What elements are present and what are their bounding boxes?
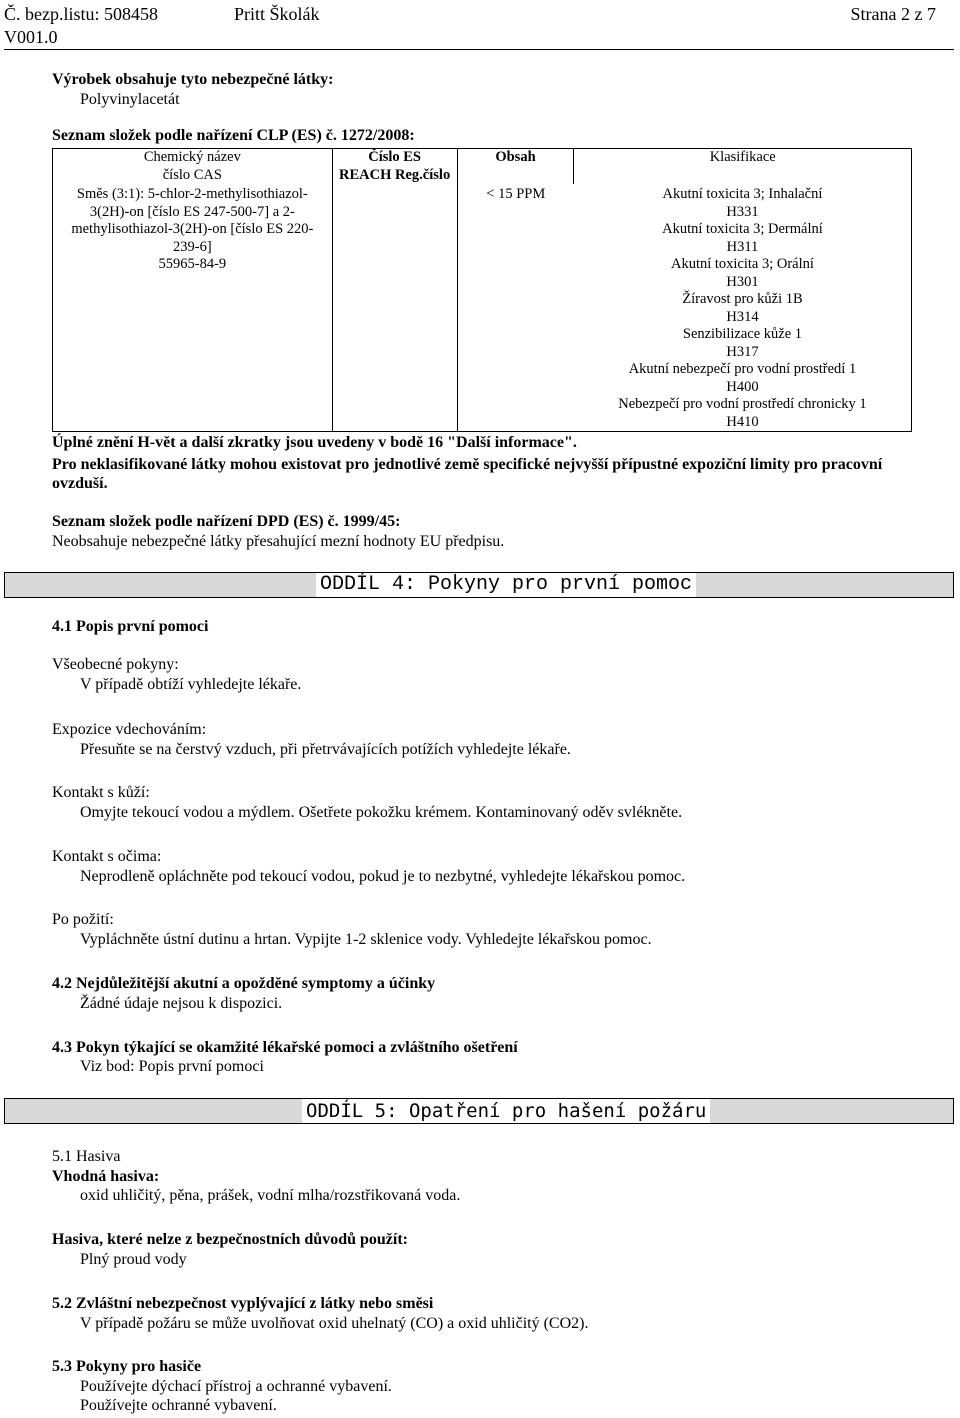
col-classification (574, 149, 912, 185)
classification-line: H301 (726, 273, 759, 290)
clp-heading: Seznam složek podle nařízení CLP (ES) č. 1272/2008: (52, 127, 415, 144)
substance-name-line: Směs (3:1): 5-chlor-2-methylisothiazol- (76, 186, 308, 202)
medical-attention-heading: 4.3 Pokyn týkající se okamžité lékařské pomoci a zvláštního ošetření (52, 1039, 518, 1056)
medical-attention-text: Viz bod: Popis první pomoci (80, 1058, 264, 1075)
header-chemical-name: Chemický název (143, 149, 241, 165)
classification-line: H410 (726, 413, 759, 430)
unsuitable-media-text: Plný proud vody (80, 1251, 187, 1268)
ingestion-text: Vypláchněte ústní dutinu a hrtan. Vypijte 1-2 sklenice vody. Vyhledejte lékařskou pomoc. (80, 931, 652, 948)
eye-contact-text: Neprodleně opláchněte pod tekoucí vodou, pokud je to nezbytné, vyhledejte lékařskou pomoc. (80, 868, 686, 885)
h-phrases-note: Úplné znění H-vět a další zkratky jsou uvedeny v bodě 16 "Další informace". (52, 434, 577, 451)
classification-line: Nebezpečí pro vodní prostředí chronicky 1 (618, 396, 867, 412)
col-ec-number (332, 149, 457, 185)
header-divider (4, 49, 954, 50)
table-header-row (53, 149, 912, 185)
general-advice-label: Všeobecné pokyny: (52, 656, 179, 673)
cell-classification (574, 184, 912, 432)
header-content: Obsah (495, 149, 536, 165)
dpd-heading: Seznam složek podle nařízení DPD (ES) č. 1999/45: (52, 513, 401, 530)
firefighter-advice-text-1: Používejte dýchací přístroj a ochranné vybavení. (80, 1378, 392, 1395)
first-aid-description-heading: 4.1 Popis první pomoci (52, 618, 209, 635)
exposure-limits-note: Pro neklasifikované látky mohou existovat pro jednotlivé země specifické nejvyšší přípustné expoziční limity pro pracovní (52, 456, 883, 473)
skin-contact-text: Omyjte tekoucí vodou a mýdlem. Ošetřete pokožku krémem. Kontaminovaný oděv svlékněte. (80, 804, 683, 821)
classification-line: Akutní toxicita 3; Inhalační (662, 186, 823, 202)
suitable-media-label: Vhodná hasiva: (52, 1168, 160, 1185)
inhalation-text: Přesuňte se na čerstvý vzduch, při přetrvávajících potížích vyhledejte lékaře. (80, 741, 571, 758)
sds-number: Č. bezp.listu: 508458 (4, 4, 158, 24)
firefighter-advice-heading: 5.3 Pokyny pro hasiče (52, 1358, 202, 1375)
content-value: < 15 PPM (486, 186, 546, 202)
classification-line: H331 (726, 203, 759, 220)
section-4-title: ODDÍL 4: Pokyny pro první pomoc (316, 573, 696, 597)
version: V001.0 (4, 27, 58, 47)
eye-contact-label: Kontakt s očima: (52, 848, 162, 865)
hazardous-heading: Výrobek obsahuje tyto nebezpečné látky: (52, 71, 334, 88)
substance-name-line: methylisothiazol-3(2H)-on [číslo ES 220- (71, 221, 314, 237)
firefighter-advice-text-2: Používejte ochranné vybavení. (80, 1397, 277, 1414)
header-classification: Klasifikace (709, 149, 776, 165)
symptoms-heading: 4.2 Nejdůležitější akutní a opožděné symptomy a účinky (52, 975, 436, 992)
substance-cas-number: 55965-84-9 (158, 256, 227, 272)
classification-line: Akutní toxicita 3; Dermální (662, 221, 823, 237)
exposure-limits-note-cont: ovzduší. (52, 475, 108, 492)
clp-components-table (52, 148, 912, 432)
general-advice-text: V případě obtíží vyhledejte lékaře. (80, 676, 302, 693)
symptoms-text: Žádné údaje nejsou k dispozici. (80, 995, 283, 1012)
ingestion-label: Po požití: (52, 911, 114, 928)
unsuitable-media-label: Hasiva, které nelze z bezpečnostních důvodů použít: (52, 1231, 408, 1248)
header-ec-number: Číslo ES (368, 149, 422, 165)
classification-line: Senzibilizace kůže 1 (682, 326, 803, 342)
section-5-title: ODDÍL 5: Opatření pro hašení požáru (302, 1099, 710, 1123)
cell-ec-number (332, 184, 457, 432)
special-hazards-text: V případě požáru se může uvolňovat oxid uhelnatý (CO) a oxid uhličitý (CO2). (80, 1315, 589, 1332)
skin-contact-label: Kontakt s kůží: (52, 784, 150, 801)
col-content (457, 149, 574, 185)
page-number: Strana 2 z 7 (850, 4, 936, 24)
classification-line: H311 (726, 238, 759, 255)
cell-content (457, 184, 574, 432)
extinguishing-media-heading: 5.1 Hasiva (52, 1148, 121, 1165)
hazardous-substance: Polyvinylacetát (80, 91, 180, 108)
classification-line: Žíravost pro kůži 1B (682, 291, 803, 307)
table-row (53, 184, 912, 432)
substance-name-line: 239-6] (173, 238, 212, 255)
dpd-text: Neobsahuje nebezpečné látky přesahující mezní hodnoty EU předpisu. (52, 533, 505, 550)
product-name: Pritt Školák (234, 4, 320, 24)
special-hazards-heading: 5.2 Zvláštní nebezpečnost vyplývající z látky nebo směsi (52, 1295, 434, 1312)
classification-line: H314 (726, 308, 759, 325)
header-reach-number: REACH Reg.číslo (339, 166, 451, 183)
classification-line: H317 (726, 343, 759, 360)
suitable-media-text: oxid uhličitý, pěna, prášek, vodní mlha/rozstřikovaná voda. (80, 1187, 461, 1204)
header-cas-number: číslo CAS (162, 166, 222, 183)
col-chemical-name (53, 149, 333, 185)
inhalation-label: Expozice vdechováním: (52, 721, 207, 738)
classification-line: Akutní toxicita 3; Orální (670, 256, 814, 272)
classification-line: H400 (726, 378, 759, 395)
substance-name-line: 3(2H)-on [číslo ES 247-500-7] a 2- (89, 203, 295, 220)
cell-substance-name (53, 184, 333, 432)
classification-line: Akutní nebezpečí pro vodní prostředí 1 (628, 361, 857, 377)
